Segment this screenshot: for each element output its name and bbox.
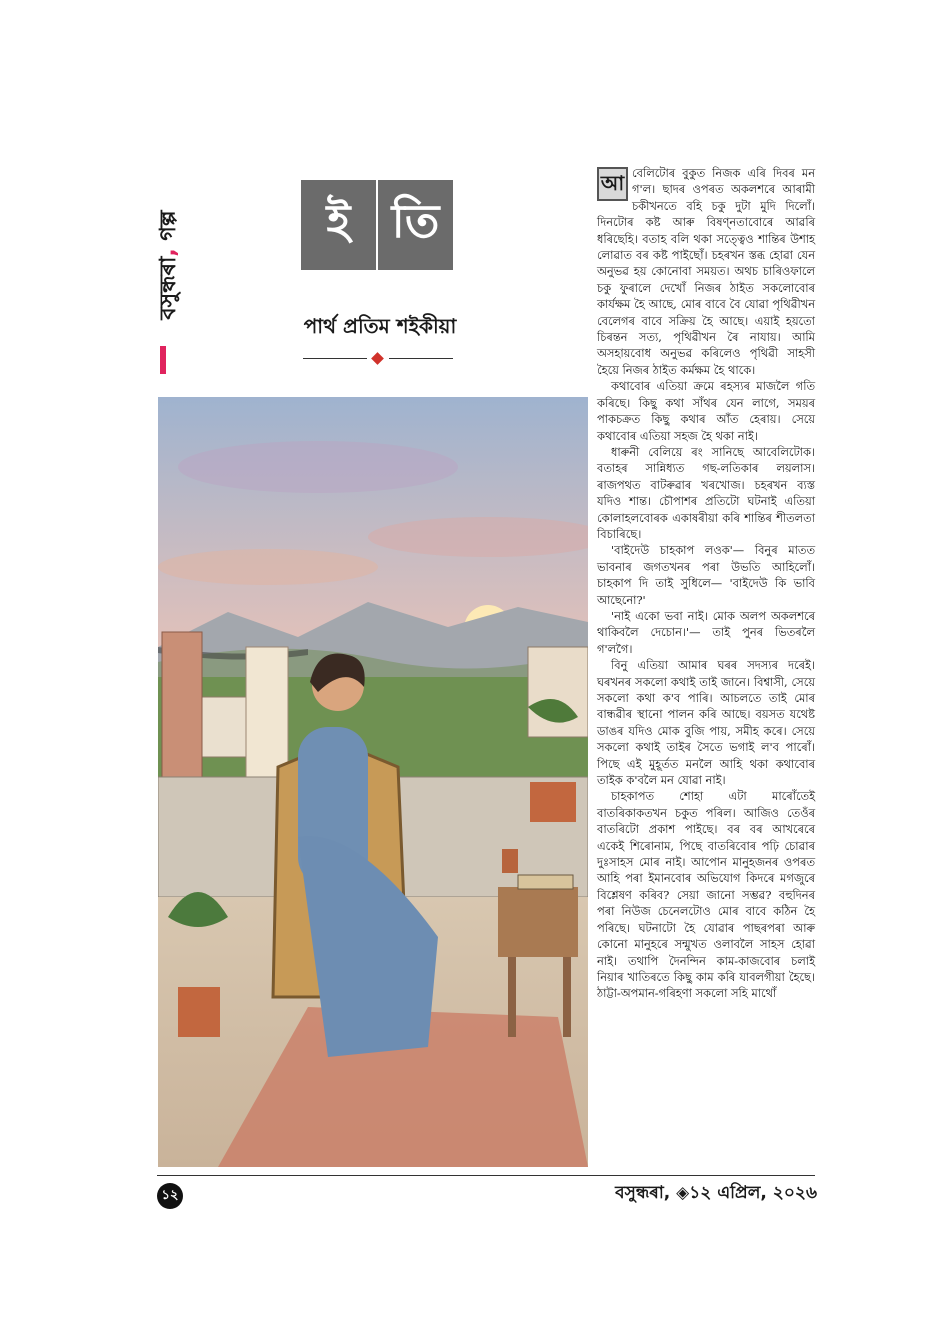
title-ornament <box>303 352 453 366</box>
section-magazine: বসুন্ধৰা <box>156 256 181 320</box>
author-name: পাৰ্থ প্ৰতিম শইকীয়া <box>303 314 457 338</box>
footer-rule <box>157 1175 815 1176</box>
story-body <box>597 165 815 1002</box>
tea-cup <box>502 849 518 873</box>
towel <box>246 647 288 777</box>
section-genre: গল্প <box>156 210 181 241</box>
section-label: বসুন্ধৰা, গল্প <box>150 178 188 378</box>
paragraph: 'নাই একো ভবা নাই। মোক অলপ অকলশৰে থাকিবলৈ দেচোন।'— তাই পুনৰ ভিতৰলৈ গ'লগৈ। <box>597 608 815 656</box>
title-char-1: ই <box>301 180 376 270</box>
building <box>528 647 588 737</box>
plant-pot <box>178 987 220 1037</box>
drop-cap: আ <box>597 167 628 201</box>
story-title <box>301 180 453 270</box>
section-accent-bar <box>160 346 166 374</box>
plant-pot <box>530 782 576 822</box>
paragraph: 'বাইদেউ চাহকাপ লওক'— বিনুৰ মাতত ভাবনাৰ জগতখনৰ পৰা উভতি আহিলোঁ। চাহকাপ দি তাই সুধিলে— 'বাইদেউ কি ভাবি আছেনো?' <box>597 543 815 607</box>
paragraph: কথাবোৰ এতিয়া ক্ৰমে ৰহস্যৰ মাজলৈ গতি কৰিছে। কিছু কথা সাঁথৰ যেন লাগে, সময়ৰ পাকচক্ৰত কিছু কথাৰ আঁত হেৰায়। সেয়ে কথাবোৰ এতিয়া সহজ হৈ থকা নাই। <box>597 379 815 443</box>
cloud <box>158 549 378 585</box>
book <box>518 875 573 889</box>
footer-masthead: বসুন্ধৰা, ◈১২ এপ্ৰিল, ২০২৬ <box>615 1183 817 1203</box>
story-illustration <box>158 397 588 1167</box>
title-char-2: তি <box>378 180 453 270</box>
illustration-svg <box>158 397 588 1167</box>
paragraph: ধাৰুনী বেলিয়ে ৰং সানিছে আবেলিটোক। বতাহৰ সান্নিধ্যত গছ-লতিকাৰ লয়লাস। ৰাজপথত বাটৰুৱাৰ খৰখোজ। চহৰখন ব্যস্ত যদিও শান্ত। চৌপাশৰ প্ৰতিটো ঘটনাই এতিয়া কোলাহলবোৰক একাষৰীয়া কৰি শান্তিৰ শীতলতা বিচাৰিছে। <box>597 444 815 541</box>
paragraph: আ বেলিটোৰ বুকুত নিজক এৰি দিবৰ মন গ'ল। ছাদৰ ওপৰত অকলশৰে আৰামী চকীখনতে বহি চকু দুটা মুদি দিলোঁ। দিনটোৰ কষ্ট আৰু বিষণ্নতাবোৰে আৱৰি ধৰিছেহি। বতাহ বলি থকা সত্ত্বেও শান্তিৰ উশাহ লোৱাত বৰ কষ্ট পাইছোঁ। চহৰখন স্তব্ধ হোৱা যেন অনুভৱ হয় কোনোবা সময়ত। অথচ চাৰিওফালে চকু ফুৰালে দেখোঁ নিজৰ ঠাইত সকলোবোৰ কাৰ্যক্ষম হৈ আছে, মোৰ বাবে বৈ যোৱা পৃথিৱীখন বেলেগৰ বাবে সক্ৰিয় হৈ আছে। এয়াই হয়তো চিৰন্তন সত্য, পৃথিৱীখন ৰৈ নাযায়। আমি অসহায়বোধ অনুভৱ কৰিলেও পৃথিৱী সাহসী হৈয়ে নিজৰ ঠাইত কৰ্মক্ষম হৈ থাকে। <box>597 166 815 377</box>
ornament-diamond <box>371 352 384 365</box>
paragraph: বিনু এতিয়া আমাৰ ঘৰৰ সদস্যৰ দৰেই। ঘৰখনৰ সকলো কথাই তাই জানে। বিশ্বাসী, সেয়ে সকলো কথা ক'ব পাৰি। আচলতে তাই মোৰ বান্ধৱীৰ স্থানো পালন কৰি আছে। বয়সত যথেষ্ট ডাঙৰ যদিও মোক বুজি পায়, সমীহ কৰে। সেয়ে সকলো কথাই তাইৰ সৈতে ভগাই ল'ব পাৰোঁ। পিছে এই মুহূৰ্তত মনলৈ আহি থকা কথাবোৰ তাইক ক'বলৈ মন যোৱা নাই। <box>597 658 815 788</box>
cloud <box>178 441 458 493</box>
page-number: ১২ <box>157 1183 183 1209</box>
side-table <box>498 887 578 957</box>
paragraph: চাহকাপত শোহা এটা মাৰোঁতেই বাতৰিকাকতখন চকুত পৰিল। আজিও তেওঁৰ বাতৰিটো প্ৰকাশ পাইছে। বৰ বৰ আখৰেৰে একেই শিৰোনাম, পিছে বাতৰিবোৰ পঢ়ি চোৱাৰ দুঃসাহস মোৰ নাই। আপোন মানুহজনৰ ওপৰত আহি পৰা ইমানবোৰ অভিযোগ কিদৰে মগজুৰে বিশ্লেষণ কৰিব? সেয়া জানো সম্ভৱ? বহুদিনৰ পৰা নিউজ চেনেলটোও মোৰ বাবে কঠিন হৈ পৰিছে। ঘটনাটো হৈ যোৱাৰ পাছৰপৰা আৰু কোনো মানুহৰে সন্মুখত ওলাবলৈ সাহস হোৱা নাই। তথাপি দৈনন্দিন কাম-কাজবোৰ চলাই নিয়াৰ খাতিৰতে কিছু কাম কৰি যাবলগীয়া হৈছে। ঠাট্টা-অপমান-গৰিহণা সকলো সহি মাথোঁ <box>597 789 815 1001</box>
